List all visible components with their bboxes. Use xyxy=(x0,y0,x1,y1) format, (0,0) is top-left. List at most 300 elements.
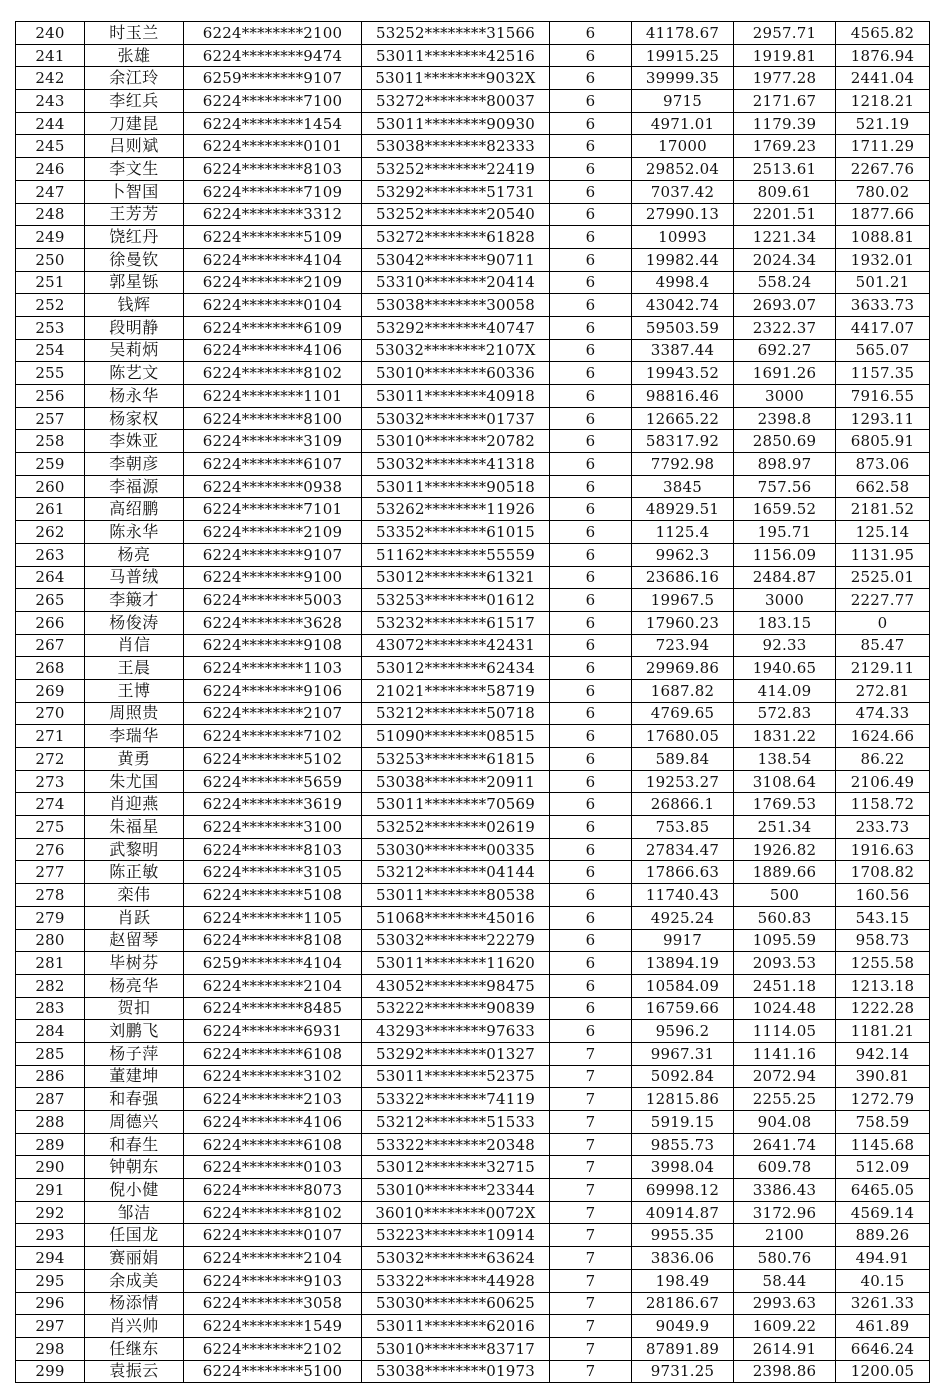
name-cell: 陈正敏 xyxy=(85,861,184,884)
subsidy-cell: 3000 xyxy=(734,589,836,612)
bank-card-cell: 6224********6109 xyxy=(184,316,362,339)
amount-cell: 9955.35 xyxy=(632,1224,734,1247)
count-cell: 6 xyxy=(550,884,632,907)
bank-card-cell: 6224********6108 xyxy=(184,1133,362,1156)
subsidy-cell: 1024.48 xyxy=(734,997,836,1020)
amount-cell: 40914.87 xyxy=(632,1201,734,1224)
name-cell: 杨添情 xyxy=(85,1292,184,1315)
data-sheet xyxy=(15,21,930,1383)
subsidy-cell: 2957.71 xyxy=(734,22,836,45)
deduction-cell: 1218.21 xyxy=(836,90,930,113)
amount-cell: 23686.16 xyxy=(632,566,734,589)
name-cell: 李红兵 xyxy=(85,90,184,113)
bank-card-cell: 6224********8485 xyxy=(184,997,362,1020)
name-cell: 栾伟 xyxy=(85,884,184,907)
deduction-cell: 1876.94 xyxy=(836,44,930,67)
subsidy-cell: 609.78 xyxy=(734,1156,836,1179)
count-cell: 7 xyxy=(550,1269,632,1292)
count-cell: 6 xyxy=(550,453,632,476)
table-row xyxy=(16,339,930,362)
subsidy-cell: 2850.69 xyxy=(734,430,836,453)
name-cell: 李朝彦 xyxy=(85,453,184,476)
name-cell: 李簸才 xyxy=(85,589,184,612)
subsidy-cell: 1831.22 xyxy=(734,725,836,748)
name-cell: 卜智国 xyxy=(85,180,184,203)
id-number-cell: 53038********82333 xyxy=(362,135,550,158)
deduction-cell: 2267.76 xyxy=(836,158,930,181)
subsidy-cell: 560.83 xyxy=(734,906,836,929)
bank-card-cell: 6224********3109 xyxy=(184,430,362,453)
row-index-cell: 287 xyxy=(16,1088,85,1111)
deduction-cell: 1877.66 xyxy=(836,203,930,226)
subsidy-cell: 1095.59 xyxy=(734,929,836,952)
row-index-cell: 248 xyxy=(16,203,85,226)
row-index-cell: 259 xyxy=(16,453,85,476)
bank-card-cell: 6224********4106 xyxy=(184,1111,362,1134)
table-row xyxy=(16,498,930,521)
table-row xyxy=(16,1065,930,1088)
bank-card-cell: 6224********0107 xyxy=(184,1224,362,1247)
count-cell: 6 xyxy=(550,271,632,294)
count-cell: 7 xyxy=(550,1315,632,1338)
deduction-cell: 6646.24 xyxy=(836,1337,930,1360)
amount-cell: 5919.15 xyxy=(632,1111,734,1134)
amount-cell: 753.85 xyxy=(632,816,734,839)
id-number-cell: 53232********61517 xyxy=(362,611,550,634)
row-index-cell: 267 xyxy=(16,634,85,657)
amount-cell: 3998.04 xyxy=(632,1156,734,1179)
name-cell: 马普绒 xyxy=(85,566,184,589)
bank-card-cell: 6224********0104 xyxy=(184,294,362,317)
table-row xyxy=(16,748,930,771)
count-cell: 6 xyxy=(550,226,632,249)
amount-cell: 19915.25 xyxy=(632,44,734,67)
deduction-cell: 7916.55 xyxy=(836,385,930,408)
deduction-cell: 1255.58 xyxy=(836,952,930,975)
bank-card-cell: 6224********2100 xyxy=(184,22,362,45)
bank-card-cell: 6224********6931 xyxy=(184,1020,362,1043)
name-cell: 刀建昆 xyxy=(85,112,184,135)
name-cell: 王博 xyxy=(85,679,184,702)
table-row xyxy=(16,543,930,566)
bank-card-cell: 6224********8103 xyxy=(184,838,362,861)
deduction-cell: 1708.82 xyxy=(836,861,930,884)
row-index-cell: 293 xyxy=(16,1224,85,1247)
table-row xyxy=(16,112,930,135)
bank-card-cell: 6224********2102 xyxy=(184,1337,362,1360)
count-cell: 6 xyxy=(550,475,632,498)
amount-cell: 11740.43 xyxy=(632,884,734,907)
id-number-cell: 53262********11926 xyxy=(362,498,550,521)
table-row xyxy=(16,589,930,612)
count-cell: 7 xyxy=(550,1065,632,1088)
deduction-cell: 1293.11 xyxy=(836,407,930,430)
amount-cell: 9962.3 xyxy=(632,543,734,566)
table-row xyxy=(16,1292,930,1315)
subsidy-cell: 809.61 xyxy=(734,180,836,203)
amount-cell: 10993 xyxy=(632,226,734,249)
deduction-cell: 1916.63 xyxy=(836,838,930,861)
subsidy-cell: 3108.64 xyxy=(734,770,836,793)
count-cell: 6 xyxy=(550,906,632,929)
name-cell: 黄勇 xyxy=(85,748,184,771)
amount-cell: 12665.22 xyxy=(632,407,734,430)
bank-card-cell: 6224********2103 xyxy=(184,1088,362,1111)
count-cell: 6 xyxy=(550,339,632,362)
subsidy-cell: 2641.74 xyxy=(734,1133,836,1156)
name-cell: 周照贵 xyxy=(85,702,184,725)
subsidy-cell: 2398.86 xyxy=(734,1360,836,1383)
table-row xyxy=(16,1088,930,1111)
subsidy-cell: 2024.34 xyxy=(734,248,836,271)
bank-card-cell: 6224********8108 xyxy=(184,929,362,952)
subsidy-cell: 2693.07 xyxy=(734,294,836,317)
deduction-cell: 461.89 xyxy=(836,1315,930,1338)
table-row xyxy=(16,884,930,907)
count-cell: 6 xyxy=(550,430,632,453)
table-row xyxy=(16,770,930,793)
bank-card-cell: 6224********3105 xyxy=(184,861,362,884)
bank-card-cell: 6224********4104 xyxy=(184,248,362,271)
deduction-cell: 780.02 xyxy=(836,180,930,203)
id-number-cell: 53011********40918 xyxy=(362,385,550,408)
name-cell: 饶红丹 xyxy=(85,226,184,249)
count-cell: 6 xyxy=(550,974,632,997)
amount-cell: 4769.65 xyxy=(632,702,734,725)
amount-cell: 198.49 xyxy=(632,1269,734,1292)
id-number-cell: 53042********90711 xyxy=(362,248,550,271)
id-number-cell: 53012********32715 xyxy=(362,1156,550,1179)
amount-cell: 7792.98 xyxy=(632,453,734,476)
bank-card-cell: 6224********6108 xyxy=(184,1042,362,1065)
id-number-cell: 53038********30058 xyxy=(362,294,550,317)
bank-card-cell: 6259********4104 xyxy=(184,952,362,975)
bank-card-cell: 6224********9108 xyxy=(184,634,362,657)
table-row xyxy=(16,203,930,226)
id-number-cell: 53032********22279 xyxy=(362,929,550,952)
name-cell: 王晨 xyxy=(85,657,184,680)
row-index-cell: 286 xyxy=(16,1065,85,1088)
id-number-cell: 36010********0072X xyxy=(362,1201,550,1224)
amount-cell: 29969.86 xyxy=(632,657,734,680)
row-index-cell: 241 xyxy=(16,44,85,67)
amount-cell: 1687.82 xyxy=(632,679,734,702)
row-index-cell: 279 xyxy=(16,906,85,929)
name-cell: 余成美 xyxy=(85,1269,184,1292)
id-number-cell: 53212********51533 xyxy=(362,1111,550,1134)
row-index-cell: 285 xyxy=(16,1042,85,1065)
count-cell: 6 xyxy=(550,294,632,317)
id-number-cell: 53010********20782 xyxy=(362,430,550,453)
bank-card-cell: 6224********5003 xyxy=(184,589,362,612)
count-cell: 6 xyxy=(550,748,632,771)
name-cell: 李福源 xyxy=(85,475,184,498)
row-index-cell: 253 xyxy=(16,316,85,339)
subsidy-cell: 2398.8 xyxy=(734,407,836,430)
name-cell: 杨永华 xyxy=(85,385,184,408)
id-number-cell: 53322********20348 xyxy=(362,1133,550,1156)
count-cell: 6 xyxy=(550,362,632,385)
row-index-cell: 244 xyxy=(16,112,85,135)
row-index-cell: 270 xyxy=(16,702,85,725)
deduction-cell: 474.33 xyxy=(836,702,930,725)
amount-cell: 3387.44 xyxy=(632,339,734,362)
id-number-cell: 53253********61815 xyxy=(362,748,550,771)
subsidy-cell: 195.71 xyxy=(734,521,836,544)
row-index-cell: 280 xyxy=(16,929,85,952)
table-row xyxy=(16,90,930,113)
name-cell: 贺扣 xyxy=(85,997,184,1020)
subsidy-cell: 1156.09 xyxy=(734,543,836,566)
table-row xyxy=(16,1020,930,1043)
subsidy-cell: 1609.22 xyxy=(734,1315,836,1338)
id-number-cell: 53272********80037 xyxy=(362,90,550,113)
id-number-cell: 53322********44928 xyxy=(362,1269,550,1292)
name-cell: 杨家权 xyxy=(85,407,184,430)
name-cell: 倪小健 xyxy=(85,1179,184,1202)
count-cell: 6 xyxy=(550,997,632,1020)
id-number-cell: 51068********45016 xyxy=(362,906,550,929)
subsidy-cell: 1926.82 xyxy=(734,838,836,861)
deduction-cell: 942.14 xyxy=(836,1042,930,1065)
name-cell: 时玉兰 xyxy=(85,22,184,45)
id-number-cell: 51162********55559 xyxy=(362,543,550,566)
id-number-cell: 53030********00335 xyxy=(362,838,550,861)
row-index-cell: 292 xyxy=(16,1201,85,1224)
table-row xyxy=(16,974,930,997)
amount-cell: 9731.25 xyxy=(632,1360,734,1383)
records-table xyxy=(15,21,930,1383)
bank-card-cell: 6224********7109 xyxy=(184,180,362,203)
count-cell: 6 xyxy=(550,90,632,113)
count-cell: 7 xyxy=(550,1201,632,1224)
table-row xyxy=(16,657,930,680)
id-number-cell: 53011********80538 xyxy=(362,884,550,907)
subsidy-cell: 2614.91 xyxy=(734,1337,836,1360)
count-cell: 6 xyxy=(550,566,632,589)
deduction-cell: 1145.68 xyxy=(836,1133,930,1156)
id-number-cell: 53212********04144 xyxy=(362,861,550,884)
id-number-cell: 21021********58719 xyxy=(362,679,550,702)
subsidy-cell: 1114.05 xyxy=(734,1020,836,1043)
deduction-cell: 2129.11 xyxy=(836,657,930,680)
count-cell: 7 xyxy=(550,1088,632,1111)
count-cell: 7 xyxy=(550,1042,632,1065)
deduction-cell: 662.58 xyxy=(836,475,930,498)
bank-card-cell: 6224********8073 xyxy=(184,1179,362,1202)
deduction-cell: 521.19 xyxy=(836,112,930,135)
deduction-cell: 958.73 xyxy=(836,929,930,952)
row-index-cell: 254 xyxy=(16,339,85,362)
id-number-cell: 53012********62434 xyxy=(362,657,550,680)
table-row xyxy=(16,702,930,725)
deduction-cell: 272.81 xyxy=(836,679,930,702)
amount-cell: 98816.46 xyxy=(632,385,734,408)
table-body xyxy=(16,22,930,1383)
name-cell: 肖迎燕 xyxy=(85,793,184,816)
amount-cell: 9917 xyxy=(632,929,734,952)
name-cell: 李瑞华 xyxy=(85,725,184,748)
row-index-cell: 289 xyxy=(16,1133,85,1156)
deduction-cell: 6465.05 xyxy=(836,1179,930,1202)
deduction-cell: 565.07 xyxy=(836,339,930,362)
subsidy-cell: 1141.16 xyxy=(734,1042,836,1065)
subsidy-cell: 1889.66 xyxy=(734,861,836,884)
table-row xyxy=(16,453,930,476)
deduction-cell: 2227.77 xyxy=(836,589,930,612)
table-row xyxy=(16,521,930,544)
name-cell: 肖跃 xyxy=(85,906,184,929)
id-number-cell: 53032********01737 xyxy=(362,407,550,430)
bank-card-cell: 6224********1105 xyxy=(184,906,362,929)
amount-cell: 9715 xyxy=(632,90,734,113)
name-cell: 钱辉 xyxy=(85,294,184,317)
deduction-cell: 4565.82 xyxy=(836,22,930,45)
row-index-cell: 264 xyxy=(16,566,85,589)
subsidy-cell: 580.76 xyxy=(734,1247,836,1270)
subsidy-cell: 2255.25 xyxy=(734,1088,836,1111)
name-cell: 杨亮华 xyxy=(85,974,184,997)
bank-card-cell: 6224********3058 xyxy=(184,1292,362,1315)
table-row xyxy=(16,1269,930,1292)
name-cell: 张雄 xyxy=(85,44,184,67)
bank-card-cell: 6224********8103 xyxy=(184,158,362,181)
count-cell: 6 xyxy=(550,657,632,680)
subsidy-cell: 1221.34 xyxy=(734,226,836,249)
row-index-cell: 299 xyxy=(16,1360,85,1383)
id-number-cell: 53292********01327 xyxy=(362,1042,550,1065)
bank-card-cell: 6224********2107 xyxy=(184,702,362,725)
amount-cell: 4971.01 xyxy=(632,112,734,135)
row-index-cell: 249 xyxy=(16,226,85,249)
bank-card-cell: 6259********9107 xyxy=(184,67,362,90)
name-cell: 余江玲 xyxy=(85,67,184,90)
subsidy-cell: 92.33 xyxy=(734,634,836,657)
amount-cell: 59503.59 xyxy=(632,316,734,339)
count-cell: 7 xyxy=(550,1224,632,1247)
count-cell: 6 xyxy=(550,385,632,408)
row-index-cell: 263 xyxy=(16,543,85,566)
id-number-cell: 53011********11620 xyxy=(362,952,550,975)
name-cell: 肖兴帅 xyxy=(85,1315,184,1338)
table-row xyxy=(16,997,930,1020)
table-row xyxy=(16,1179,930,1202)
subsidy-cell: 2484.87 xyxy=(734,566,836,589)
deduction-cell: 543.15 xyxy=(836,906,930,929)
row-index-cell: 288 xyxy=(16,1111,85,1134)
deduction-cell: 2525.01 xyxy=(836,566,930,589)
subsidy-cell: 1769.53 xyxy=(734,793,836,816)
count-cell: 6 xyxy=(550,180,632,203)
count-cell: 6 xyxy=(550,589,632,612)
deduction-cell: 1131.95 xyxy=(836,543,930,566)
amount-cell: 19943.52 xyxy=(632,362,734,385)
bank-card-cell: 6224********2104 xyxy=(184,1247,362,1270)
deduction-cell: 2441.04 xyxy=(836,67,930,90)
row-index-cell: 262 xyxy=(16,521,85,544)
id-number-cell: 53223********10914 xyxy=(362,1224,550,1247)
count-cell: 7 xyxy=(550,1133,632,1156)
row-index-cell: 282 xyxy=(16,974,85,997)
row-index-cell: 284 xyxy=(16,1020,85,1043)
subsidy-cell: 2072.94 xyxy=(734,1065,836,1088)
name-cell: 董建坤 xyxy=(85,1065,184,1088)
id-number-cell: 53032********2107X xyxy=(362,339,550,362)
id-number-cell: 53030********60625 xyxy=(362,1292,550,1315)
amount-cell: 589.84 xyxy=(632,748,734,771)
name-cell: 李姝亚 xyxy=(85,430,184,453)
count-cell: 6 xyxy=(550,1020,632,1043)
count-cell: 6 xyxy=(550,679,632,702)
deduction-cell: 1158.72 xyxy=(836,793,930,816)
name-cell: 和春强 xyxy=(85,1088,184,1111)
table-row xyxy=(16,1360,930,1383)
id-number-cell: 53310********20414 xyxy=(362,271,550,294)
bank-card-cell: 6224********1549 xyxy=(184,1315,362,1338)
amount-cell: 29852.04 xyxy=(632,158,734,181)
name-cell: 徐曼钦 xyxy=(85,248,184,271)
amount-cell: 17960.23 xyxy=(632,611,734,634)
count-cell: 6 xyxy=(550,44,632,67)
table-row xyxy=(16,1042,930,1065)
subsidy-cell: 3000 xyxy=(734,385,836,408)
count-cell: 6 xyxy=(550,816,632,839)
row-index-cell: 250 xyxy=(16,248,85,271)
id-number-cell: 53011********9032X xyxy=(362,67,550,90)
table-row xyxy=(16,158,930,181)
table-row xyxy=(16,1156,930,1179)
bank-card-cell: 6224********8102 xyxy=(184,1201,362,1224)
bank-card-cell: 6224********2104 xyxy=(184,974,362,997)
amount-cell: 17680.05 xyxy=(632,725,734,748)
name-cell: 王芳芳 xyxy=(85,203,184,226)
name-cell: 武黎明 xyxy=(85,838,184,861)
count-cell: 7 xyxy=(550,1292,632,1315)
subsidy-cell: 138.54 xyxy=(734,748,836,771)
subsidy-cell: 2513.61 xyxy=(734,158,836,181)
row-index-cell: 260 xyxy=(16,475,85,498)
amount-cell: 9855.73 xyxy=(632,1133,734,1156)
name-cell: 段明静 xyxy=(85,316,184,339)
subsidy-cell: 1919.81 xyxy=(734,44,836,67)
table-row xyxy=(16,385,930,408)
amount-cell: 39999.35 xyxy=(632,67,734,90)
count-cell: 6 xyxy=(550,67,632,90)
table-row xyxy=(16,135,930,158)
id-number-cell: 53252********31566 xyxy=(362,22,550,45)
name-cell: 朱尤国 xyxy=(85,770,184,793)
row-index-cell: 266 xyxy=(16,611,85,634)
row-index-cell: 242 xyxy=(16,67,85,90)
count-cell: 7 xyxy=(550,1360,632,1383)
row-index-cell: 281 xyxy=(16,952,85,975)
count-cell: 6 xyxy=(550,543,632,566)
row-index-cell: 275 xyxy=(16,816,85,839)
count-cell: 6 xyxy=(550,952,632,975)
subsidy-cell: 2171.67 xyxy=(734,90,836,113)
count-cell: 6 xyxy=(550,407,632,430)
table-row xyxy=(16,634,930,657)
bank-card-cell: 6224********8100 xyxy=(184,407,362,430)
bank-card-cell: 6224********3619 xyxy=(184,793,362,816)
table-row xyxy=(16,22,930,45)
deduction-cell: 160.56 xyxy=(836,884,930,907)
subsidy-cell: 2993.63 xyxy=(734,1292,836,1315)
row-index-cell: 294 xyxy=(16,1247,85,1270)
row-index-cell: 245 xyxy=(16,135,85,158)
bank-card-cell: 6224********9100 xyxy=(184,566,362,589)
amount-cell: 3845 xyxy=(632,475,734,498)
